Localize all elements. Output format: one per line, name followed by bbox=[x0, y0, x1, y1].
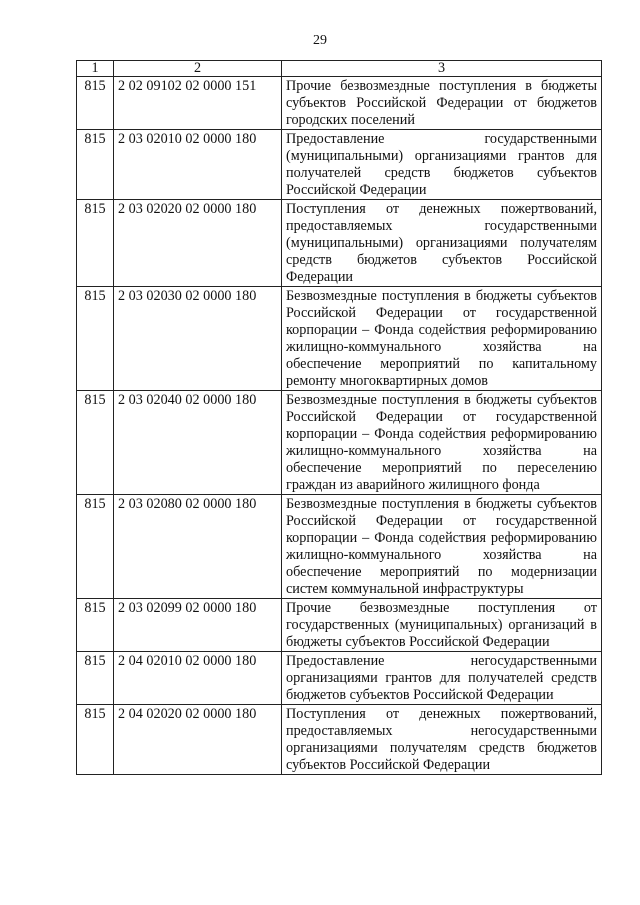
admin-code-cell: 815 bbox=[77, 77, 114, 130]
table-body bbox=[77, 77, 602, 775]
page-number: 29 bbox=[313, 33, 327, 48]
budget-code-cell: 2 04 02010 02 0000 180 bbox=[114, 652, 282, 705]
budget-code-cell: 2 03 02010 02 0000 180 bbox=[114, 130, 282, 200]
budget-code-cell: 2 02 09102 02 0000 151 bbox=[114, 77, 282, 130]
table-row bbox=[77, 495, 602, 599]
admin-code-cell: 815 bbox=[77, 705, 114, 775]
table-row bbox=[77, 705, 602, 775]
table-row bbox=[77, 77, 602, 130]
table-row bbox=[77, 599, 602, 652]
admin-code-cell: 815 bbox=[77, 200, 114, 287]
admin-code-cell: 815 bbox=[77, 599, 114, 652]
revenue-name-cell: Прочие безвозмездные поступления в бюджеты субъектов Российской Федерации от бюджетов городских поселений bbox=[282, 77, 602, 130]
admin-code-cell: 815 bbox=[77, 287, 114, 391]
revenue-name-cell: Безвозмездные поступления в бюджеты субъектов Российской Федерации от государственной корпорации – Фонда содействия реформированию жилищно-коммунального хозяйства на обеспечение мероприятий по капитальному ремонту многоквартирных домов bbox=[282, 287, 602, 391]
table-row bbox=[77, 200, 602, 287]
revenue-name-cell: Безвозмездные поступления в бюджеты субъектов Российской Федерации от государственной корпорации – Фонда содействия реформированию жилищно-коммунального хозяйства на обеспечение мероприятий по модернизации систем коммунальной инфраструктуры bbox=[282, 495, 602, 599]
table-row bbox=[77, 652, 602, 705]
budget-code-cell: 2 03 02080 02 0000 180 bbox=[114, 495, 282, 599]
header-col-1: 1 bbox=[77, 61, 114, 77]
admin-code-cell: 815 bbox=[77, 391, 114, 495]
admin-code-cell: 815 bbox=[77, 130, 114, 200]
budget-code-cell: 2 03 02030 02 0000 180 bbox=[114, 287, 282, 391]
revenue-name-cell: Предоставление негосударственными организациями грантов для получателей средств бюджетов субъектов Российской Федерации bbox=[282, 652, 602, 705]
revenue-name-cell: Поступления от денежных пожертвований, предоставляемых негосударственными организациями получателям средств бюджетов субъектов Российской Федерации bbox=[282, 705, 602, 775]
table-row bbox=[77, 130, 602, 200]
revenue-name-cell: Поступления от денежных пожертвований, предоставляемых государственными (муниципальными) организациями получателям средств бюджетов субъектов Российской Федерации bbox=[282, 200, 602, 287]
header-col-3: 3 bbox=[282, 61, 602, 77]
budget-codes-table bbox=[76, 60, 602, 775]
budget-code-cell: 2 03 02040 02 0000 180 bbox=[114, 391, 282, 495]
header-col-2: 2 bbox=[114, 61, 282, 77]
revenue-name-cell: Прочие безвозмездные поступления от государственных (муниципальных) организаций в бюджеты субъектов Российской Федерации bbox=[282, 599, 602, 652]
table-row bbox=[77, 391, 602, 495]
header-row bbox=[77, 61, 602, 77]
budget-code-cell: 2 04 02020 02 0000 180 bbox=[114, 705, 282, 775]
admin-code-cell: 815 bbox=[77, 652, 114, 705]
revenue-name-cell: Предоставление государственными (муниципальными) организациями грантов для получателей средств бюджетов субъектов Российской Федерации bbox=[282, 130, 602, 200]
budget-code-cell: 2 03 02099 02 0000 180 bbox=[114, 599, 282, 652]
table-header bbox=[77, 61, 602, 77]
admin-code-cell: 815 bbox=[77, 495, 114, 599]
table-row bbox=[77, 287, 602, 391]
budget-code-cell: 2 03 02020 02 0000 180 bbox=[114, 200, 282, 287]
revenue-name-cell: Безвозмездные поступления в бюджеты субъектов Российской Федерации от государственной корпорации – Фонда содействия реформированию жилищно-коммунального хозяйства на обеспечение мероприятий по переселению граждан из аварийного жилищного фонда bbox=[282, 391, 602, 495]
